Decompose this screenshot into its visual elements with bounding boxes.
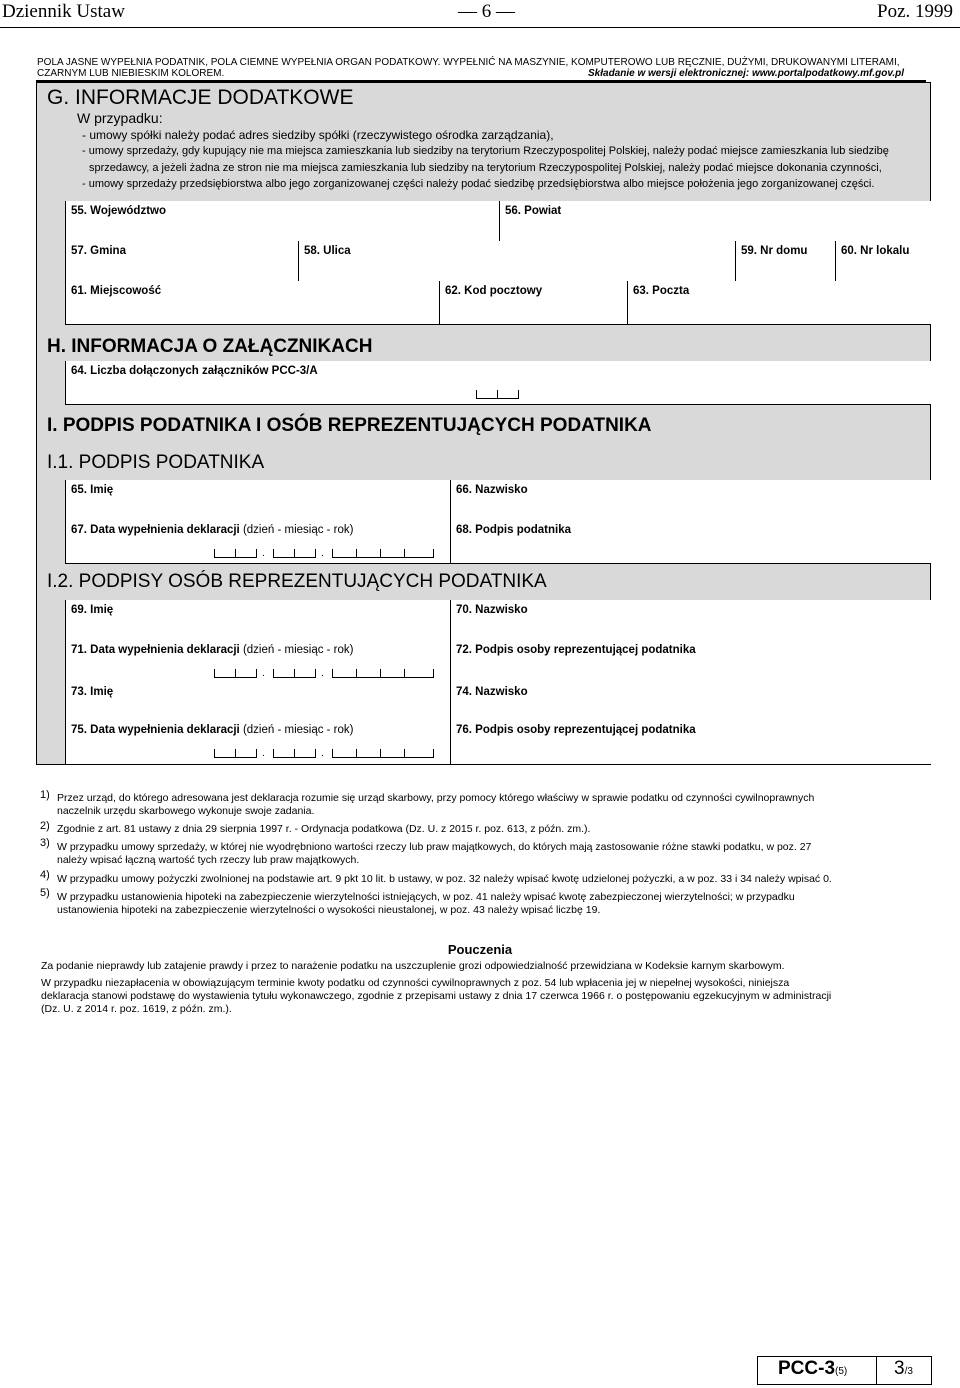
field-66-surname[interactable]: 66. Nazwisko: [450, 480, 931, 522]
field-62-postal-code[interactable]: 62. Kod pocztowy: [439, 281, 627, 325]
field-75-fill-date[interactable]: 75. Data wypełnienia deklaracji (dzień - miesiąc - rok) . .: [65, 720, 450, 765]
footnote-1-marker: 1): [40, 789, 50, 801]
form-id-box: [757, 1356, 932, 1385]
footnote-2: Zgodnie z art. 81 ustawy z dnia 29 sierpnia 1997 r. - Ordynacja podatkowa (Dz. U. z 2015 r. poz. 613, z późn. zm.).: [57, 823, 591, 835]
footnote-4: W przypadku umowy pożyczki zwolnionej na podstawie art. 9 pkt 10 lit. b ustawy, w poz. 32 należy wpisać kwotę udzielonej pożyczki, a w poz. 33 i 34 należy wpisać 0.: [57, 873, 832, 885]
field-73-first-name[interactable]: 73. Imię: [65, 682, 450, 722]
footnote-3: W przypadku umowy sprzedaży, w której nie wyodrębniono wartości rzeczy lub praw majątkowych, do których mają zastosowanie różne stawki podatku, w poz. 27 należy wpisać łączną wartość tych rzeczy lub praw majątkowych.: [57, 841, 812, 866]
field-65-first-name[interactable]: 65. Imię: [65, 480, 450, 522]
section-g-title: G. INFORMACJE DODATKOWE: [47, 86, 354, 109]
attachments-digit-box-1[interactable]: [476, 390, 498, 399]
footnote-4-marker: 4): [40, 869, 50, 881]
page-number: — 6 —: [458, 1, 515, 22]
instructions-line2: CZARNYM LUB NIEBIESKIM KOLOREM.: [37, 68, 225, 79]
section-i-title: I. PODPIS PODATNIKA I OSÓB REPREZENTUJĄCYCH PODATNIKA: [47, 415, 652, 436]
instructions-line1: POLA JASNE WYPEŁNIA PODATNIK, POLA CIEMNE WYPEŁNIA ORGAN PODATKOWY. WYPEŁNIĆ NA MASZYNIE, KOMPUTEROWO LUB RĘCZNIE, DUŻYMI, DRUKOWANYMI LITERAMI,: [37, 57, 900, 68]
field-63-post-office[interactable]: 63. Poczta: [627, 281, 931, 325]
footnote-5: W przypadku ustanowienia hipoteki na zabezpieczenie wierzytelności istniejących, w poz. 41 należy wpisać kwotę zabezpieczonej wierzytelności; w przypadku ustanowienia hipoteki na zabezpieczenie wierzytelności o wysokości nieustalonej, w poz. 43 należy wpisać liczbę 19.: [57, 891, 795, 916]
field-67-fill-date[interactable]: 67. Data wypełnienia deklaracji (dzień - miesiąc - rok) . .: [65, 520, 450, 564]
field-58-street[interactable]: 58. Ulica: [298, 241, 735, 283]
field-71-fill-date[interactable]: 71. Data wypełnienia deklaracji (dzień - miesiąc - rok) . .: [65, 640, 450, 684]
section-h-title: H. INFORMACJA O ZAŁĄCZNIKACH: [47, 336, 373, 357]
section-g-bullet-2a: - umowy sprzedaży, gdy kupujący nie ma miejsca zamieszkania lub siedziby na terytorium Rzeczypospolitej Polskiej, należy podać miejsce zamieszkania lub siedzibę: [82, 145, 889, 157]
field-64-attachments-count[interactable]: 64. Liczba dołączonych załączników PCC-3/A: [65, 361, 931, 405]
instructions-paragraph-1: Za podanie nieprawdy lub zatajenie prawdy i przez to narażenie podatku na uszczuplenie grozi odpowiedzialność przewidziana w Kodeksie karnym skarbowym.: [41, 960, 785, 972]
footnote-1: Przez urząd, do którego adresowana jest deklaracja rozumie się urząd skarbowy, przy pomocy którego właściwy w sprawie podatku od czynności cywilnoprawnych naczelnik urzędu skarbowego wykonuje swoje zadania.: [57, 792, 815, 817]
field-70-surname[interactable]: 70. Nazwisko: [450, 600, 931, 642]
section-g-bullet-1: - umowy spółki należy podać adres siedziby spółki (rzeczywistego ośrodka zarządzania),: [82, 128, 554, 142]
journal-title: Dziennik Ustaw: [2, 1, 125, 22]
field-61-locality[interactable]: 61. Miejscowość: [65, 281, 439, 325]
section-g-bullet-3: - umowy sprzedaży przedsiębiorstwa albo jego zorganizowanej części należy podać siedzibę przedsiębiorstwa albo miejsce położenia jego zorganizowanej części.: [82, 178, 875, 190]
header-rule: [0, 27, 960, 28]
instructions-heading: Pouczenia: [447, 942, 513, 957]
section-i2-title: I.2. PODPISY OSÓB REPREZENTUJĄCYCH PODATNIKA: [47, 571, 547, 592]
attachments-digit-box-2[interactable]: [497, 390, 519, 399]
section-g-bullet-2b: sprzedawcy, a jeżeli żadna ze stron nie ma miejsca zamieszkania lub siedziby na terytorium Rzeczypospolitej Polskiej, należy podać miejsce dokonania czynności,: [89, 162, 882, 174]
field-76-representative-signature[interactable]: 76. Podpis osoby reprezentującej podatnika: [450, 720, 931, 765]
form-code: PCC-3(5): [778, 1358, 848, 1379]
field-72-representative-signature[interactable]: 72. Podpis osoby reprezentującej podatnika: [450, 640, 931, 684]
instructions-paragraph-2: W przypadku niezapłacenia w obowiązującym terminie kwoty podatku od czynności cywilnoprawnych z poz. 54 lub wpłacenia jej w niepełnej wysokości, niniejsza deklaracja stanowi podstawę do wystawienia tytułu wykonawczego, zgodnie z przepisami ustawy z dnia 17 czerwca 1966 r. o postępowaniu egzekucyjnym w administracji (Dz. U. z 2014 r. poz. 1619, z późn. zm.).: [41, 977, 832, 1015]
field-59-house-number[interactable]: 59. Nr domu: [735, 241, 835, 283]
section-g-intro: W przypadku:: [77, 110, 163, 126]
field-56-district[interactable]: 56. Powiat: [499, 201, 931, 243]
section-i1-title: I.1. PODPIS PODATNIKA: [47, 452, 265, 473]
electronic-submission-note: Składanie w wersji elektronicznej: www.portalpodatkowy.mf.gov.pl: [588, 68, 904, 79]
field-74-surname[interactable]: 74. Nazwisko: [450, 682, 931, 722]
field-60-apartment-number[interactable]: 60. Nr lokalu: [835, 241, 931, 283]
field-57-commune[interactable]: 57. Gmina: [65, 241, 298, 283]
position-number: Poz. 1999: [877, 1, 953, 22]
footnote-3-marker: 3): [40, 837, 50, 849]
form-page-indicator: 3/3: [894, 1358, 913, 1379]
field-68-taxpayer-signature[interactable]: 68. Podpis podatnika: [450, 520, 931, 564]
footnote-5-marker: 5): [40, 887, 50, 899]
field-69-first-name[interactable]: 69. Imię: [65, 600, 450, 642]
footnote-2-marker: 2): [40, 820, 50, 832]
field-55-voivodeship[interactable]: 55. Województwo: [65, 201, 499, 243]
